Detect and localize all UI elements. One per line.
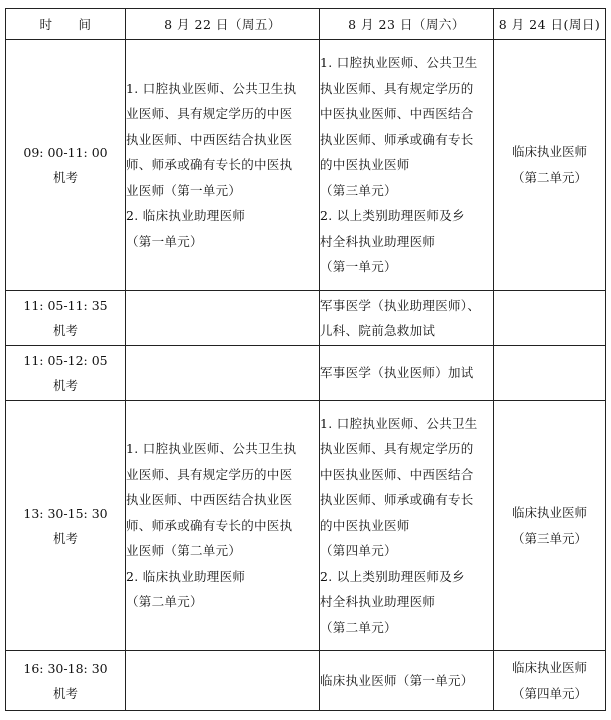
cell-line: 1. 口腔执业医师、公共卫生执 — [126, 80, 297, 96]
aug23-cell — [320, 346, 494, 401]
header-row — [6, 9, 606, 40]
cell-line: 2. 以上类别助理医师及乡 — [320, 208, 465, 224]
cell-line: 中医执业医师、中西医结合 — [320, 466, 474, 482]
header-aug23: 8 月 23 日（周六） — [320, 9, 494, 40]
cell-line: 业医师（第二单元） — [126, 543, 242, 559]
cell-line: （第二单元） — [511, 170, 587, 185]
aug24-cell — [494, 401, 606, 651]
cell-line: 执业医师、师承或确有专长 — [320, 492, 474, 508]
cell-line: 临床执业医师（第一单元） — [320, 672, 474, 688]
table-row — [6, 346, 606, 401]
time-cell — [6, 40, 126, 291]
cell-line: 1. 口腔执业医师、公共卫生 — [320, 415, 478, 431]
cell-line: 临床执业医师 — [511, 504, 587, 520]
aug23-cell — [320, 291, 494, 346]
aug24-cell — [494, 40, 606, 291]
cell-line: 临床执业医师 — [511, 659, 587, 675]
cell-line: （第一单元） — [320, 259, 397, 275]
exam-mode: 机考 — [52, 378, 78, 393]
time-cell — [6, 346, 126, 401]
time-range: 13: 30-15: 30 — [23, 505, 108, 521]
aug24-cell — [494, 291, 606, 346]
cell-line: 业医师、具有规定学历的中医 — [126, 466, 293, 482]
cell-line: 执业医师、中西医结合执业医 — [126, 131, 293, 147]
cell-line: 2. 临床执业助理医师 — [126, 208, 246, 224]
table-row — [6, 40, 606, 291]
cell-line: 军事医学（执业医师）加试 — [320, 365, 474, 381]
aug22-cell — [126, 40, 320, 291]
cell-line: 村全科执业助理医师 — [320, 233, 436, 249]
cell-line: （第二单元） — [126, 594, 203, 610]
cell-line: （第四单元） — [320, 543, 397, 559]
exam-mode: 机考 — [52, 323, 78, 338]
cell-line: 业医师、具有规定学历的中医 — [126, 106, 293, 122]
aug24-cell — [494, 651, 606, 711]
table-row — [6, 291, 606, 346]
exam-mode: 机考 — [52, 685, 78, 701]
cell-line: 2. 临床执业助理医师 — [126, 568, 246, 584]
cell-line: 执业医师、具有规定学历的 — [320, 80, 474, 96]
time-range: 16: 30-18: 30 — [23, 660, 108, 676]
time-cell — [6, 651, 126, 711]
exam-schedule-table — [5, 8, 606, 711]
cell-line: （第一单元） — [126, 233, 203, 249]
time-cell — [6, 401, 126, 651]
cell-line: 1. 口腔执业医师、公共卫生 — [320, 55, 478, 71]
time-range: 11: 05-12: 05 — [23, 353, 108, 368]
cell-line: 的中医执业医师 — [320, 517, 410, 533]
cell-line: 1. 口腔执业医师、公共卫生执 — [126, 441, 297, 457]
table-row — [6, 401, 606, 651]
time-range: 09: 00-11: 00 — [23, 145, 108, 160]
cell-line: 军事医学（执业助理医师）、 — [320, 297, 481, 313]
header-time: 时 间 — [6, 9, 126, 40]
header-aug24: 8 月 24 日(周日) — [494, 9, 606, 40]
aug23-cell — [320, 40, 494, 291]
cell-line: （第三单元） — [320, 182, 397, 198]
cell-line: 执业医师、师承或确有专长 — [320, 131, 474, 147]
header-aug22: 8 月 22 日（周五） — [126, 9, 320, 40]
aug22-cell — [126, 346, 320, 401]
aug23-cell — [320, 651, 494, 711]
cell-line: 执业医师、中西医结合执业医 — [126, 492, 293, 508]
cell-line: 临床执业医师 — [511, 144, 587, 159]
cell-line: 业医师（第一单元） — [126, 182, 242, 198]
cell-line: 师、师承或确有专长的中医执 — [126, 157, 293, 173]
aug23-cell — [320, 401, 494, 651]
aug24-cell — [494, 346, 606, 401]
cell-line: 儿科、院前急救加试 — [320, 323, 436, 338]
exam-mode: 机考 — [52, 170, 78, 185]
cell-line: （第四单元） — [511, 685, 587, 701]
table-row — [6, 651, 606, 711]
aug22-cell — [126, 651, 320, 711]
time-cell — [6, 291, 126, 346]
cell-line: 中医执业医师、中西医结合 — [320, 106, 474, 122]
cell-line: 村全科执业助理医师 — [320, 594, 436, 610]
aug22-cell — [126, 291, 320, 346]
aug22-cell — [126, 401, 320, 651]
cell-line: 执业医师、具有规定学历的 — [320, 441, 474, 457]
exam-mode: 机考 — [52, 530, 78, 546]
cell-line: 2. 以上类别助理医师及乡 — [320, 568, 465, 584]
cell-line: 师、师承或确有专长的中医执 — [126, 517, 293, 533]
time-range: 11: 05-11: 35 — [23, 298, 108, 313]
cell-line: 的中医执业医师 — [320, 157, 410, 173]
cell-line: （第三单元） — [511, 530, 587, 546]
cell-line: （第二单元） — [320, 619, 397, 635]
